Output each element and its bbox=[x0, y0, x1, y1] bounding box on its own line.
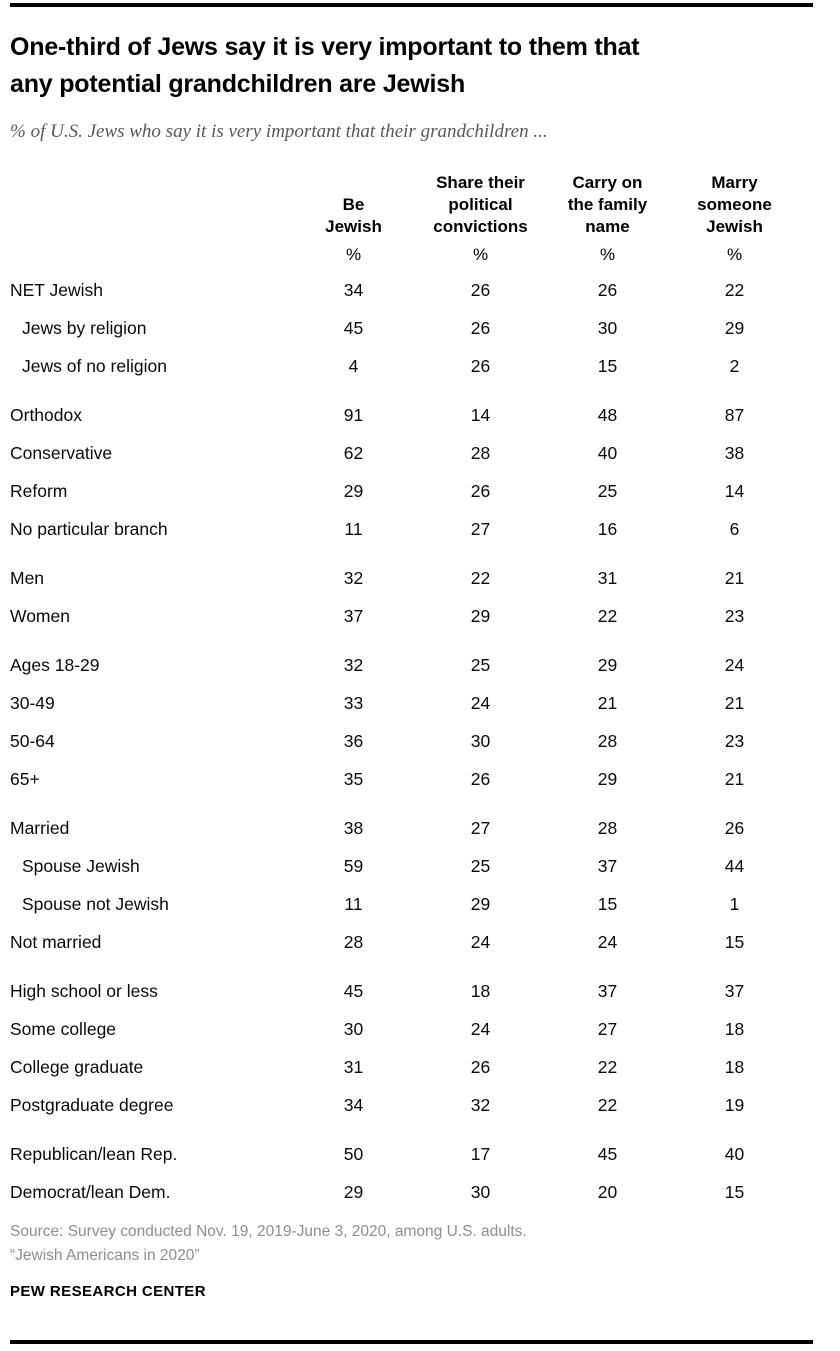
cell-value: 21 bbox=[724, 567, 745, 588]
cell-value: 29 bbox=[597, 654, 618, 675]
table-row bbox=[10, 1010, 813, 1048]
cell-value: 14 bbox=[724, 480, 745, 501]
cell-value: 33 bbox=[343, 692, 364, 713]
cell-value: 32 bbox=[343, 567, 364, 588]
cell-value: 26 bbox=[597, 279, 618, 300]
row-label: Some college bbox=[10, 1018, 117, 1039]
table-row bbox=[10, 885, 813, 923]
table-row bbox=[10, 923, 813, 961]
cell-value: 48 bbox=[597, 404, 618, 425]
unit-label: % bbox=[726, 244, 743, 264]
cell-value: 4 bbox=[348, 355, 359, 376]
bottom-rule bbox=[10, 1340, 813, 1344]
cell-value: 23 bbox=[724, 605, 745, 626]
cell-value: 22 bbox=[597, 1056, 618, 1077]
cell-value: 38 bbox=[343, 817, 364, 838]
table-row bbox=[10, 972, 813, 1010]
cell-value: 34 bbox=[343, 279, 364, 300]
table-header-row bbox=[10, 162, 813, 238]
cell-value: 22 bbox=[597, 605, 618, 626]
row-label: Republican/lean Rep. bbox=[10, 1143, 178, 1164]
cell-value: 40 bbox=[724, 1143, 745, 1164]
title-line-1: One-third of Jews say it is very important to them that bbox=[10, 33, 640, 61]
row-label: Democrat/lean Dem. bbox=[10, 1181, 171, 1202]
row-label: Not married bbox=[10, 931, 102, 952]
table-row bbox=[10, 271, 813, 309]
table-row bbox=[10, 809, 813, 847]
unit-label: % bbox=[599, 244, 616, 264]
column-header-political-convictions: Share their political convictions bbox=[433, 173, 528, 236]
cell-value: 19 bbox=[724, 1094, 745, 1115]
cell-value: 17 bbox=[470, 1143, 491, 1164]
table-row bbox=[10, 722, 813, 760]
column-header-marry-jewish: Marry someone Jewish bbox=[697, 173, 772, 236]
row-label: Postgraduate degree bbox=[10, 1094, 174, 1115]
table-row bbox=[10, 1135, 813, 1173]
table-row bbox=[10, 847, 813, 885]
cell-value: 24 bbox=[470, 1018, 491, 1039]
cell-value: 18 bbox=[724, 1018, 745, 1039]
cell-value: 15 bbox=[597, 893, 618, 914]
row-label: Ages 18-29 bbox=[10, 654, 100, 675]
table-row bbox=[10, 646, 813, 684]
page-subtitle: % of U.S. Jews who say it is very important that their grandchildren ... bbox=[10, 121, 548, 142]
cell-value: 37 bbox=[724, 980, 745, 1001]
cell-value: 27 bbox=[597, 1018, 618, 1039]
row-label: No particular branch bbox=[10, 518, 168, 539]
cell-value: 50 bbox=[343, 1143, 364, 1164]
cell-value: 29 bbox=[343, 480, 364, 501]
cell-value: 25 bbox=[470, 654, 491, 675]
table-body bbox=[10, 271, 813, 1211]
cell-value: 30 bbox=[470, 730, 491, 751]
cell-value: 45 bbox=[343, 317, 364, 338]
cell-value: 20 bbox=[597, 1181, 618, 1202]
row-label: Jews by religion bbox=[22, 317, 147, 338]
brand-wordmark: PEW RESEARCH CENTER bbox=[10, 1283, 206, 1300]
row-label: Conservative bbox=[10, 442, 113, 463]
table-row bbox=[10, 684, 813, 722]
cell-value: 37 bbox=[343, 605, 364, 626]
report-card bbox=[0, 29, 840, 1300]
cell-value: 24 bbox=[470, 692, 491, 713]
cell-value: 91 bbox=[343, 404, 364, 425]
cell-value: 37 bbox=[597, 980, 618, 1001]
cell-value: 29 bbox=[470, 893, 491, 914]
cell-value: 15 bbox=[724, 931, 745, 952]
cell-value: 30 bbox=[343, 1018, 364, 1039]
cell-value: 26 bbox=[470, 768, 491, 789]
column-header-be-jewish: Be Jewish bbox=[325, 195, 382, 236]
row-label: Reform bbox=[10, 480, 68, 501]
cell-value: 26 bbox=[724, 817, 745, 838]
table-row bbox=[10, 1086, 813, 1124]
cell-value: 62 bbox=[343, 442, 364, 463]
cell-value: 22 bbox=[470, 567, 491, 588]
cell-value: 35 bbox=[343, 768, 364, 789]
cell-value: 32 bbox=[470, 1094, 491, 1115]
source-line-1: Source: Survey conducted Nov. 19, 2019-June 3, 2020, among U.S. adults. bbox=[10, 1223, 527, 1240]
cell-value: 59 bbox=[343, 855, 364, 876]
cell-value: 6 bbox=[729, 518, 740, 539]
page-title bbox=[10, 29, 813, 103]
cell-value: 15 bbox=[724, 1181, 745, 1202]
cell-value: 30 bbox=[597, 317, 618, 338]
cell-value: 22 bbox=[724, 279, 745, 300]
cell-value: 11 bbox=[344, 893, 363, 914]
top-rule bbox=[10, 3, 813, 7]
cell-value: 1 bbox=[729, 893, 740, 914]
cell-value: 24 bbox=[597, 931, 618, 952]
cell-value: 29 bbox=[597, 768, 618, 789]
cell-value: 37 bbox=[597, 855, 618, 876]
cell-value: 31 bbox=[343, 1056, 364, 1077]
cell-value: 2 bbox=[729, 355, 740, 376]
cell-value: 45 bbox=[597, 1143, 618, 1164]
cell-value: 26 bbox=[470, 279, 491, 300]
row-label: NET Jewish bbox=[10, 279, 104, 300]
cell-value: 15 bbox=[597, 355, 618, 376]
cell-value: 25 bbox=[597, 480, 618, 501]
cell-value: 28 bbox=[343, 931, 364, 952]
table-row bbox=[10, 597, 813, 635]
unit-label: % bbox=[472, 244, 489, 264]
cell-value: 23 bbox=[724, 730, 745, 751]
cell-value: 28 bbox=[470, 442, 491, 463]
table-row bbox=[10, 510, 813, 548]
cell-value: 27 bbox=[470, 817, 491, 838]
cell-value: 30 bbox=[470, 1181, 491, 1202]
row-label: Married bbox=[10, 817, 70, 838]
table-row bbox=[10, 396, 813, 434]
table-row bbox=[10, 309, 813, 347]
cell-value: 22 bbox=[597, 1094, 618, 1115]
row-label: Men bbox=[10, 567, 45, 588]
cell-value: 26 bbox=[470, 317, 491, 338]
cell-value: 34 bbox=[343, 1094, 364, 1115]
row-label: Spouse Jewish bbox=[22, 855, 140, 876]
cell-value: 24 bbox=[724, 654, 745, 675]
table-row bbox=[10, 472, 813, 510]
cell-value: 11 bbox=[344, 518, 363, 539]
row-label: 50-64 bbox=[10, 730, 55, 751]
cell-value: 29 bbox=[724, 317, 745, 338]
unit-label: % bbox=[345, 244, 362, 264]
cell-value: 36 bbox=[343, 730, 364, 751]
table-row bbox=[10, 347, 813, 385]
cell-value: 21 bbox=[597, 692, 618, 713]
row-label: College graduate bbox=[10, 1056, 144, 1077]
cell-value: 25 bbox=[470, 855, 491, 876]
cell-value: 26 bbox=[470, 480, 491, 501]
cell-value: 18 bbox=[470, 980, 491, 1001]
table-row bbox=[10, 1173, 813, 1211]
data-table bbox=[10, 162, 813, 1211]
cell-value: 28 bbox=[597, 730, 618, 751]
cell-value: 26 bbox=[470, 1056, 491, 1077]
cell-value: 44 bbox=[724, 855, 745, 876]
table-row bbox=[10, 760, 813, 798]
row-label: 30-49 bbox=[10, 692, 55, 713]
cell-value: 14 bbox=[470, 404, 491, 425]
cell-value: 16 bbox=[597, 518, 618, 539]
row-label: Women bbox=[10, 605, 70, 626]
row-label: Spouse not Jewish bbox=[22, 893, 169, 914]
cell-value: 40 bbox=[597, 442, 618, 463]
cell-value: 32 bbox=[343, 654, 364, 675]
row-label: Jews of no religion bbox=[22, 355, 167, 376]
row-label: High school or less bbox=[10, 980, 158, 1001]
cell-value: 31 bbox=[597, 567, 618, 588]
row-label: Orthodox bbox=[10, 404, 82, 425]
column-header-family-name: Carry on the family name bbox=[567, 173, 648, 236]
source-note bbox=[10, 1220, 813, 1268]
source-line-2: “Jewish Americans in 2020” bbox=[10, 1247, 200, 1264]
table-row bbox=[10, 559, 813, 597]
table-row bbox=[10, 434, 813, 472]
title-line-2: any potential grandchildren are Jewish bbox=[10, 70, 466, 98]
unit-row bbox=[10, 238, 813, 271]
cell-value: 38 bbox=[724, 442, 745, 463]
cell-value: 18 bbox=[724, 1056, 745, 1077]
cell-value: 45 bbox=[343, 980, 364, 1001]
table-row bbox=[10, 1048, 813, 1086]
cell-value: 21 bbox=[724, 692, 745, 713]
cell-value: 29 bbox=[343, 1181, 364, 1202]
cell-value: 24 bbox=[470, 931, 491, 952]
cell-value: 27 bbox=[470, 518, 491, 539]
footer bbox=[10, 1220, 813, 1300]
cell-value: 87 bbox=[724, 404, 745, 425]
cell-value: 21 bbox=[724, 768, 745, 789]
row-label: 65+ bbox=[10, 768, 40, 789]
cell-value: 29 bbox=[470, 605, 491, 626]
cell-value: 26 bbox=[470, 355, 491, 376]
cell-value: 28 bbox=[597, 817, 618, 838]
